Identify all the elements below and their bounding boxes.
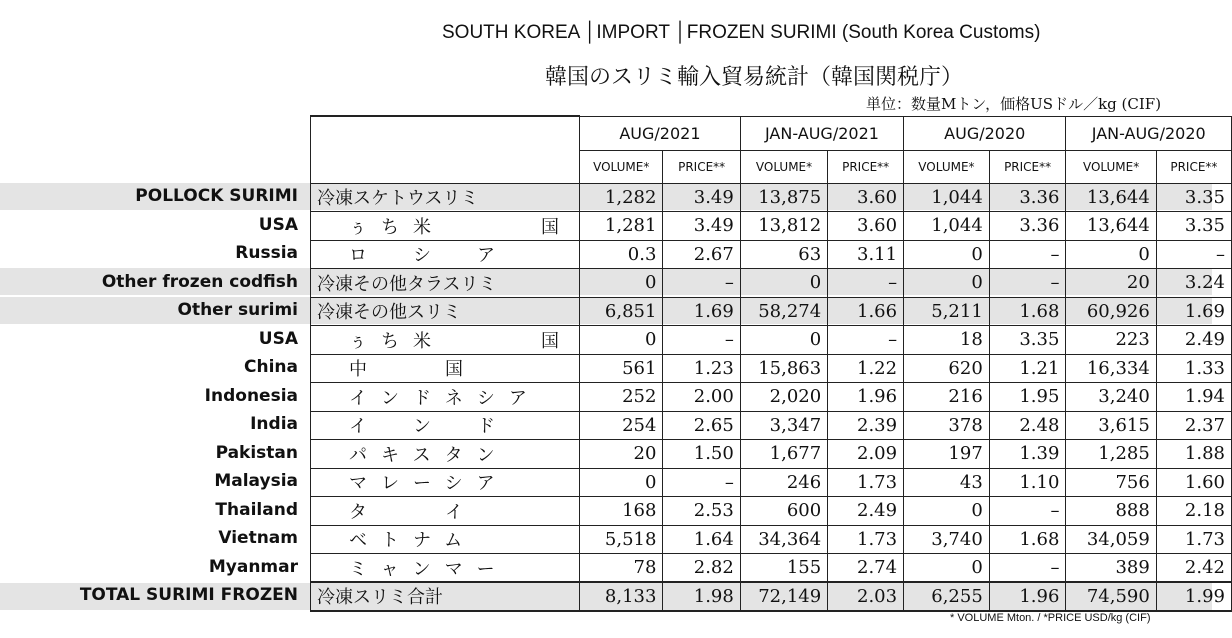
price-header: PRICE**	[1156, 150, 1231, 183]
table-row	[311, 354, 1232, 383]
volume-cell: 34,059	[1066, 525, 1156, 554]
volume-header: VOLUME*	[1066, 150, 1156, 183]
volume-cell: 43	[904, 468, 990, 497]
row-label: Indonesia	[204, 385, 298, 406]
table-row	[311, 326, 1232, 355]
table-row	[311, 497, 1232, 526]
row-label: Russia	[235, 243, 298, 263]
volume-cell: 60,926	[1066, 297, 1156, 326]
price-cell: 1.98	[663, 582, 740, 611]
table-row	[311, 212, 1232, 241]
unit-note: 単位：数量Mトン，価格USドル／kg (CIF)	[866, 95, 1162, 113]
price-cell: –	[989, 497, 1066, 526]
japanese-label: マレーシア	[311, 468, 580, 497]
price-cell: 1.96	[989, 582, 1066, 611]
table-row	[311, 468, 1232, 497]
volume-cell: 0	[1066, 240, 1156, 269]
price-header: PRICE**	[663, 150, 740, 183]
volume-cell: 1,044	[904, 212, 990, 241]
price-cell: –	[989, 240, 1066, 269]
volume-cell: 1,285	[1066, 440, 1156, 469]
price-cell: 1.95	[989, 383, 1066, 412]
volume-cell: 246	[740, 468, 827, 497]
price-cell: –	[828, 326, 904, 355]
volume-cell: 254	[580, 411, 663, 440]
price-cell: 2.00	[663, 383, 740, 412]
price-cell: 2.82	[663, 554, 740, 583]
table-row	[311, 411, 1232, 440]
row-label: Myanmar	[208, 556, 298, 577]
price-cell: 1.88	[1156, 440, 1231, 469]
volume-cell: 6,255	[904, 582, 990, 611]
volume-cell: 1,281	[580, 212, 663, 241]
period-header: JAN-AUG/2020	[1066, 116, 1232, 150]
table-row	[311, 240, 1232, 269]
japanese-label: パキスタン	[311, 440, 580, 469]
price-cell: 2.39	[828, 411, 904, 440]
period-header: AUG/2021	[580, 116, 741, 150]
table-row	[311, 383, 1232, 412]
price-cell: 1.73	[1156, 525, 1231, 554]
surimi-table	[310, 115, 1232, 612]
table-row	[311, 582, 1232, 611]
row-label: POLLOCK SURIMI	[135, 186, 298, 206]
volume-cell: 18	[904, 326, 990, 355]
price-cell: 3.60	[828, 183, 904, 212]
price-cell: 1.22	[828, 354, 904, 383]
period-header: JAN-AUG/2021	[740, 116, 903, 150]
price-cell: 1.94	[1156, 383, 1231, 412]
japanese-label: イ ン ド	[311, 411, 580, 440]
volume-cell: 0	[740, 326, 827, 355]
volume-cell: 16,334	[1066, 354, 1156, 383]
price-cell: 3.36	[989, 212, 1066, 241]
japanese-label: インドネシア	[311, 383, 580, 412]
volume-cell: 620	[904, 354, 990, 383]
volume-cell: 3,347	[740, 411, 827, 440]
volume-cell: 216	[904, 383, 990, 412]
volume-cell: 34,364	[740, 525, 827, 554]
volume-cell: 168	[580, 497, 663, 526]
japanese-label: ぅち米 国	[311, 326, 580, 355]
volume-cell: 252	[580, 383, 663, 412]
table-row	[311, 525, 1232, 554]
volume-cell: 13,644	[1066, 183, 1156, 212]
japanese-label: タ イ	[311, 497, 580, 526]
price-cell: 3.49	[663, 212, 740, 241]
price-cell: 3.36	[989, 183, 1066, 212]
price-cell: 2.18	[1156, 497, 1231, 526]
volume-cell: 756	[1066, 468, 1156, 497]
volume-cell: 888	[1066, 497, 1156, 526]
row-label: TOTAL SURIMI FROZEN	[79, 585, 298, 605]
price-cell: –	[663, 326, 740, 355]
volume-cell: 3,615	[1066, 411, 1156, 440]
volume-cell: 5,518	[580, 525, 663, 554]
price-cell: –	[1156, 240, 1231, 269]
table-row	[311, 297, 1232, 326]
price-cell: 2.49	[1156, 326, 1231, 355]
price-cell: 1.96	[828, 383, 904, 412]
price-cell: 1.73	[828, 525, 904, 554]
price-cell: 1.68	[989, 525, 1066, 554]
volume-header: VOLUME*	[904, 150, 990, 183]
price-cell: 2.48	[989, 411, 1066, 440]
period-header-row	[311, 116, 1232, 150]
volume-cell: 0.3	[580, 240, 663, 269]
title-english: SOUTH KOREA │IMPORT │FROZEN SURIMI (South Korea Customs)	[442, 22, 1041, 43]
price-cell: –	[663, 269, 740, 298]
price-cell: –	[989, 554, 1066, 583]
price-cell: 1.50	[663, 440, 740, 469]
volume-cell: 3,240	[1066, 383, 1156, 412]
title-japanese: 韓国のスリミ輸入貿易統計（韓国関税庁）	[545, 65, 964, 90]
row-label: USA	[258, 328, 298, 349]
price-cell: 1.68	[989, 297, 1066, 326]
table-row	[311, 554, 1232, 583]
price-cell: 2.67	[663, 240, 740, 269]
volume-cell: 1,282	[580, 183, 663, 212]
volume-cell: 378	[904, 411, 990, 440]
row-label: Thailand	[215, 499, 298, 520]
volume-cell: 13,812	[740, 212, 827, 241]
volume-cell: 63	[740, 240, 827, 269]
price-cell: 1.21	[989, 354, 1066, 383]
table-row	[311, 269, 1232, 298]
japanese-label: ぅち米 国	[311, 212, 580, 241]
volume-cell: 0	[580, 269, 663, 298]
volume-cell: 58,274	[740, 297, 827, 326]
volume-cell: 0	[580, 326, 663, 355]
price-cell: –	[989, 269, 1066, 298]
price-cell: 1.23	[663, 354, 740, 383]
volume-cell: 2,020	[740, 383, 827, 412]
volume-cell: 78	[580, 554, 663, 583]
volume-cell: 13,644	[1066, 212, 1156, 241]
price-cell: 1.64	[663, 525, 740, 554]
japanese-label: 中 国	[311, 354, 580, 383]
volume-cell: 6,851	[580, 297, 663, 326]
volume-cell: 389	[1066, 554, 1156, 583]
price-cell: 1.69	[663, 297, 740, 326]
volume-cell: 13,875	[740, 183, 827, 212]
volume-cell: 223	[1066, 326, 1156, 355]
row-label: Other surimi	[177, 300, 298, 320]
volume-cell: 1,044	[904, 183, 990, 212]
footnote: * VOLUME Mton. / *PRICE USD/kg (CIF)	[950, 612, 1151, 624]
volume-cell: 0	[904, 240, 990, 269]
japanese-label: ベトナム	[311, 525, 580, 554]
japanese-label: 冷凍スリミ合計	[311, 582, 580, 611]
price-cell: 2.37	[1156, 411, 1231, 440]
price-cell: –	[663, 468, 740, 497]
volume-cell: 0	[904, 554, 990, 583]
volume-cell: 600	[740, 497, 827, 526]
price-cell: 3.35	[1156, 183, 1231, 212]
price-cell: 3.24	[1156, 269, 1231, 298]
price-cell: 2.49	[828, 497, 904, 526]
price-cell: 2.74	[828, 554, 904, 583]
table-body	[311, 183, 1232, 611]
volume-cell: 0	[580, 468, 663, 497]
price-cell: 2.03	[828, 582, 904, 611]
price-cell: 2.09	[828, 440, 904, 469]
japanese-label: ミャンマー	[311, 554, 580, 583]
volume-cell: 74,590	[1066, 582, 1156, 611]
volume-header: VOLUME*	[740, 150, 827, 183]
volume-cell: 20	[580, 440, 663, 469]
price-header: PRICE**	[989, 150, 1066, 183]
price-cell: 1.99	[1156, 582, 1231, 611]
volume-cell: 0	[904, 497, 990, 526]
volume-cell: 197	[904, 440, 990, 469]
price-cell: 2.65	[663, 411, 740, 440]
table-row	[311, 183, 1232, 212]
table-row	[311, 440, 1232, 469]
period-header: AUG/2020	[904, 116, 1066, 150]
volume-cell: 72,149	[740, 582, 827, 611]
volume-cell: 155	[740, 554, 827, 583]
price-cell: 2.42	[1156, 554, 1231, 583]
volume-cell: 561	[580, 354, 663, 383]
price-cell: 1.60	[1156, 468, 1231, 497]
price-cell: 1.73	[828, 468, 904, 497]
volume-cell: 3,740	[904, 525, 990, 554]
volume-cell: 0	[740, 269, 827, 298]
price-cell: 1.10	[989, 468, 1066, 497]
row-label: Other frozen codfish	[101, 271, 298, 292]
header-blank	[311, 116, 580, 183]
volume-cell: 15,863	[740, 354, 827, 383]
price-cell: 1.39	[989, 440, 1066, 469]
row-label: India	[250, 414, 298, 434]
price-cell: 1.69	[1156, 297, 1231, 326]
japanese-label: 冷凍その他スリミ	[311, 297, 580, 326]
price-header: PRICE**	[828, 150, 904, 183]
row-label: USA	[258, 214, 298, 235]
row-label: Malaysia	[214, 471, 298, 491]
volume-cell: 20	[1066, 269, 1156, 298]
volume-cell: 1,677	[740, 440, 827, 469]
price-cell: 2.53	[663, 497, 740, 526]
price-cell: 3.35	[989, 326, 1066, 355]
price-cell: 3.60	[828, 212, 904, 241]
price-cell: 3.49	[663, 183, 740, 212]
price-cell: –	[828, 269, 904, 298]
price-cell: 3.35	[1156, 212, 1231, 241]
japanese-label: 冷凍スケトウスリミ	[311, 183, 580, 212]
row-label: Pakistan	[215, 442, 298, 463]
price-cell: 3.11	[828, 240, 904, 269]
volume-cell: 8,133	[580, 582, 663, 611]
price-cell: 1.33	[1156, 354, 1231, 383]
row-label: Vietnam	[218, 528, 298, 548]
volume-cell: 5,211	[904, 297, 990, 326]
volume-cell: 0	[904, 269, 990, 298]
japanese-label: 冷凍その他タラスリミ	[311, 269, 580, 298]
price-cell: 1.66	[828, 297, 904, 326]
volume-header: VOLUME*	[580, 150, 663, 183]
row-label: China	[244, 357, 298, 377]
japanese-label: ロ シ ア	[311, 240, 580, 269]
